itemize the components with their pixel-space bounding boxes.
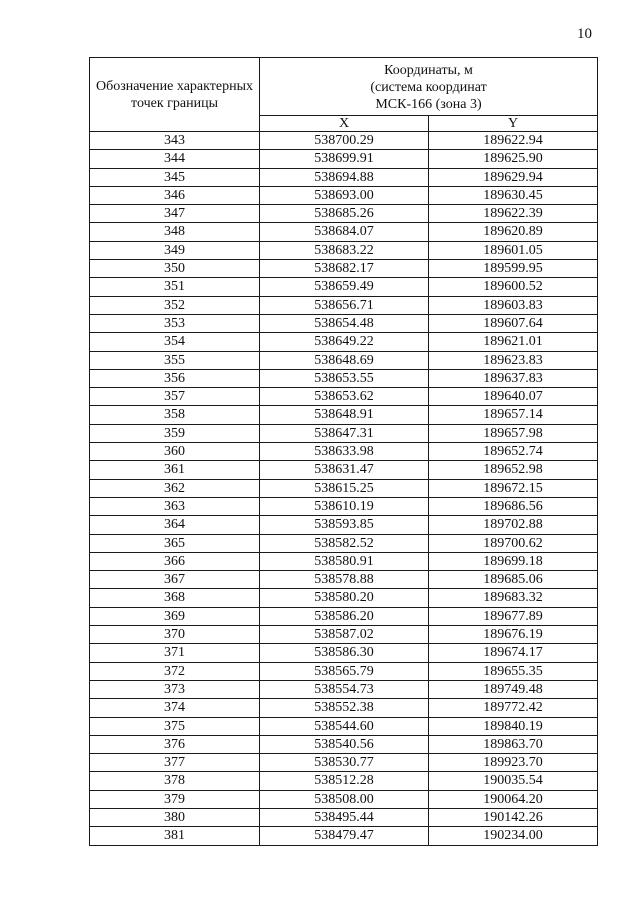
table-row [90,607,598,625]
table-row [90,589,598,607]
y-coordinate-cell: 189622.39 [429,205,598,223]
point-id-cell: 346 [90,186,260,204]
y-coordinate-cell: 189601.05 [429,241,598,259]
x-coordinate-cell: 538552.38 [260,699,429,717]
x-coordinate-cell: 538530.77 [260,754,429,772]
table-body [90,132,598,846]
y-coordinate-cell: 189702.88 [429,516,598,534]
point-id-cell: 369 [90,607,260,625]
point-id-cell: 379 [90,790,260,808]
table-row [90,260,598,278]
x-coordinate-cell: 538554.73 [260,680,429,698]
y-coordinate-cell: 189652.98 [429,461,598,479]
table-row [90,662,598,680]
point-id-cell: 358 [90,406,260,424]
y-coordinate-cell: 189637.83 [429,369,598,387]
point-id-cell: 377 [90,754,260,772]
x-coordinate-cell: 538586.20 [260,607,429,625]
table-row [90,808,598,826]
point-id-cell: 371 [90,644,260,662]
table-row [90,626,598,644]
table-row [90,479,598,497]
y-coordinate-cell: 189625.90 [429,150,598,168]
x-coordinate-cell: 538683.22 [260,241,429,259]
point-id-cell: 370 [90,626,260,644]
point-id-cell: 356 [90,369,260,387]
y-column-header: Y [429,116,598,132]
point-id-cell: 344 [90,150,260,168]
table-row [90,461,598,479]
x-coordinate-cell: 538580.91 [260,552,429,570]
point-id-cell: 380 [90,808,260,826]
x-coordinate-cell: 538653.62 [260,388,429,406]
table-row [90,388,598,406]
point-id-cell: 375 [90,717,260,735]
coordinates-header-line-1: Координаты, м [384,63,473,78]
table-row [90,571,598,589]
y-coordinate-cell: 189603.83 [429,296,598,314]
point-id-cell: 372 [90,662,260,680]
table-header-row [90,58,598,116]
x-coordinate-cell: 538694.88 [260,168,429,186]
x-coordinate-cell: 538631.47 [260,461,429,479]
y-coordinate-cell: 189622.94 [429,132,598,150]
y-coordinate-cell: 190142.26 [429,808,598,826]
y-coordinate-cell: 189749.48 [429,680,598,698]
table-row [90,278,598,296]
x-coordinate-cell: 538582.52 [260,534,429,552]
point-id-cell: 374 [90,699,260,717]
table-row [90,223,598,241]
y-coordinate-cell: 189699.18 [429,552,598,570]
table-row [90,406,598,424]
y-coordinate-cell: 189640.07 [429,388,598,406]
x-coordinate-cell: 538700.29 [260,132,429,150]
point-id-cell: 373 [90,680,260,698]
y-coordinate-cell: 189657.14 [429,406,598,424]
point-id-cell: 348 [90,223,260,241]
x-coordinate-cell: 538653.55 [260,369,429,387]
x-coordinate-cell: 538699.91 [260,150,429,168]
point-id-cell: 349 [90,241,260,259]
x-coordinate-cell: 538648.69 [260,351,429,369]
x-coordinate-cell: 538540.56 [260,735,429,753]
y-coordinate-cell: 189600.52 [429,278,598,296]
y-coordinate-cell: 189676.19 [429,626,598,644]
point-id-cell: 378 [90,772,260,790]
y-coordinate-cell: 189620.89 [429,223,598,241]
y-coordinate-cell: 189621.01 [429,333,598,351]
point-id-cell: 362 [90,479,260,497]
x-coordinate-cell: 538659.49 [260,278,429,296]
table-row [90,680,598,698]
coordinates-header-line-2: (система координат [370,80,487,95]
x-coordinate-cell: 538615.25 [260,479,429,497]
y-coordinate-cell: 190064.20 [429,790,598,808]
point-id-cell: 351 [90,278,260,296]
point-id-cell: 376 [90,735,260,753]
y-coordinate-cell: 189863.70 [429,735,598,753]
y-coordinate-cell: 189840.19 [429,717,598,735]
x-coordinate-cell: 538649.22 [260,333,429,351]
point-id-cell: 368 [90,589,260,607]
x-coordinate-cell: 538633.98 [260,443,429,461]
y-coordinate-cell: 189657.98 [429,424,598,442]
point-id-cell: 343 [90,132,260,150]
table-row [90,735,598,753]
y-coordinate-cell: 190234.00 [429,827,598,845]
table-row [90,516,598,534]
x-coordinate-cell: 538495.44 [260,808,429,826]
point-id-cell: 360 [90,443,260,461]
y-coordinate-cell: 189772.42 [429,699,598,717]
x-coordinate-cell: 538578.88 [260,571,429,589]
x-coordinate-cell: 538580.20 [260,589,429,607]
table-row [90,296,598,314]
point-id-cell: 357 [90,388,260,406]
table-row [90,644,598,662]
table-row [90,168,598,186]
table-row [90,754,598,772]
table-row [90,186,598,204]
y-coordinate-cell: 189685.06 [429,571,598,589]
point-id-cell: 359 [90,424,260,442]
table-row [90,497,598,515]
y-coordinate-cell: 189599.95 [429,260,598,278]
point-id-cell: 353 [90,314,260,332]
table-row [90,790,598,808]
y-coordinate-cell: 189683.32 [429,589,598,607]
x-coordinate-cell: 538693.00 [260,186,429,204]
x-coordinate-cell: 538479.47 [260,827,429,845]
y-coordinate-cell: 189652.74 [429,443,598,461]
x-coordinate-cell: 538565.79 [260,662,429,680]
point-id-cell: 355 [90,351,260,369]
table-row [90,443,598,461]
coordinates-table [89,57,598,846]
y-coordinate-cell: 189630.45 [429,186,598,204]
y-coordinate-cell: 190035.54 [429,772,598,790]
y-coordinate-cell: 189672.15 [429,479,598,497]
table-row [90,552,598,570]
table-row [90,205,598,223]
y-coordinate-cell: 189607.64 [429,314,598,332]
table-row [90,241,598,259]
y-coordinate-cell: 189623.83 [429,351,598,369]
y-coordinate-cell: 189674.17 [429,644,598,662]
y-coordinate-cell: 189655.35 [429,662,598,680]
x-coordinate-cell: 538610.19 [260,497,429,515]
x-coordinate-cell: 538682.17 [260,260,429,278]
point-id-cell: 366 [90,552,260,570]
point-id-cell: 352 [90,296,260,314]
point-id-cell: 361 [90,461,260,479]
table-row [90,827,598,845]
table-row [90,424,598,442]
x-coordinate-cell: 538587.02 [260,626,429,644]
coordinates-header-line-3: МСК-166 (зона 3) [375,97,482,112]
point-column-header: Обозначение характерных точек границы [90,58,260,132]
table-row [90,333,598,351]
x-coordinate-cell: 538684.07 [260,223,429,241]
page-number: 10 [577,26,592,42]
x-coordinate-cell: 538544.60 [260,717,429,735]
table-row [90,351,598,369]
point-id-cell: 367 [90,571,260,589]
y-coordinate-cell: 189629.94 [429,168,598,186]
x-coordinate-cell: 538508.00 [260,790,429,808]
x-coordinate-cell: 538512.28 [260,772,429,790]
y-coordinate-cell: 189700.62 [429,534,598,552]
y-coordinate-cell: 189677.89 [429,607,598,625]
point-id-cell: 365 [90,534,260,552]
table-row [90,314,598,332]
point-id-cell: 354 [90,333,260,351]
x-coordinate-cell: 538656.71 [260,296,429,314]
y-coordinate-cell: 189686.56 [429,497,598,515]
point-id-cell: 350 [90,260,260,278]
x-coordinate-cell: 538654.48 [260,314,429,332]
x-coordinate-cell: 538593.85 [260,516,429,534]
table-row [90,772,598,790]
table-row [90,132,598,150]
point-id-cell: 345 [90,168,260,186]
x-coordinate-cell: 538685.26 [260,205,429,223]
point-id-cell: 347 [90,205,260,223]
table-row [90,150,598,168]
table-row [90,717,598,735]
x-coordinate-cell: 538586.30 [260,644,429,662]
coordinates-column-header [260,58,598,116]
table-row [90,534,598,552]
point-id-cell: 364 [90,516,260,534]
x-coordinate-cell: 538647.31 [260,424,429,442]
table-row [90,369,598,387]
y-coordinate-cell: 189923.70 [429,754,598,772]
x-column-header: X [260,116,429,132]
x-coordinate-cell: 538648.91 [260,406,429,424]
point-id-cell: 381 [90,827,260,845]
table-row [90,699,598,717]
point-id-cell: 363 [90,497,260,515]
